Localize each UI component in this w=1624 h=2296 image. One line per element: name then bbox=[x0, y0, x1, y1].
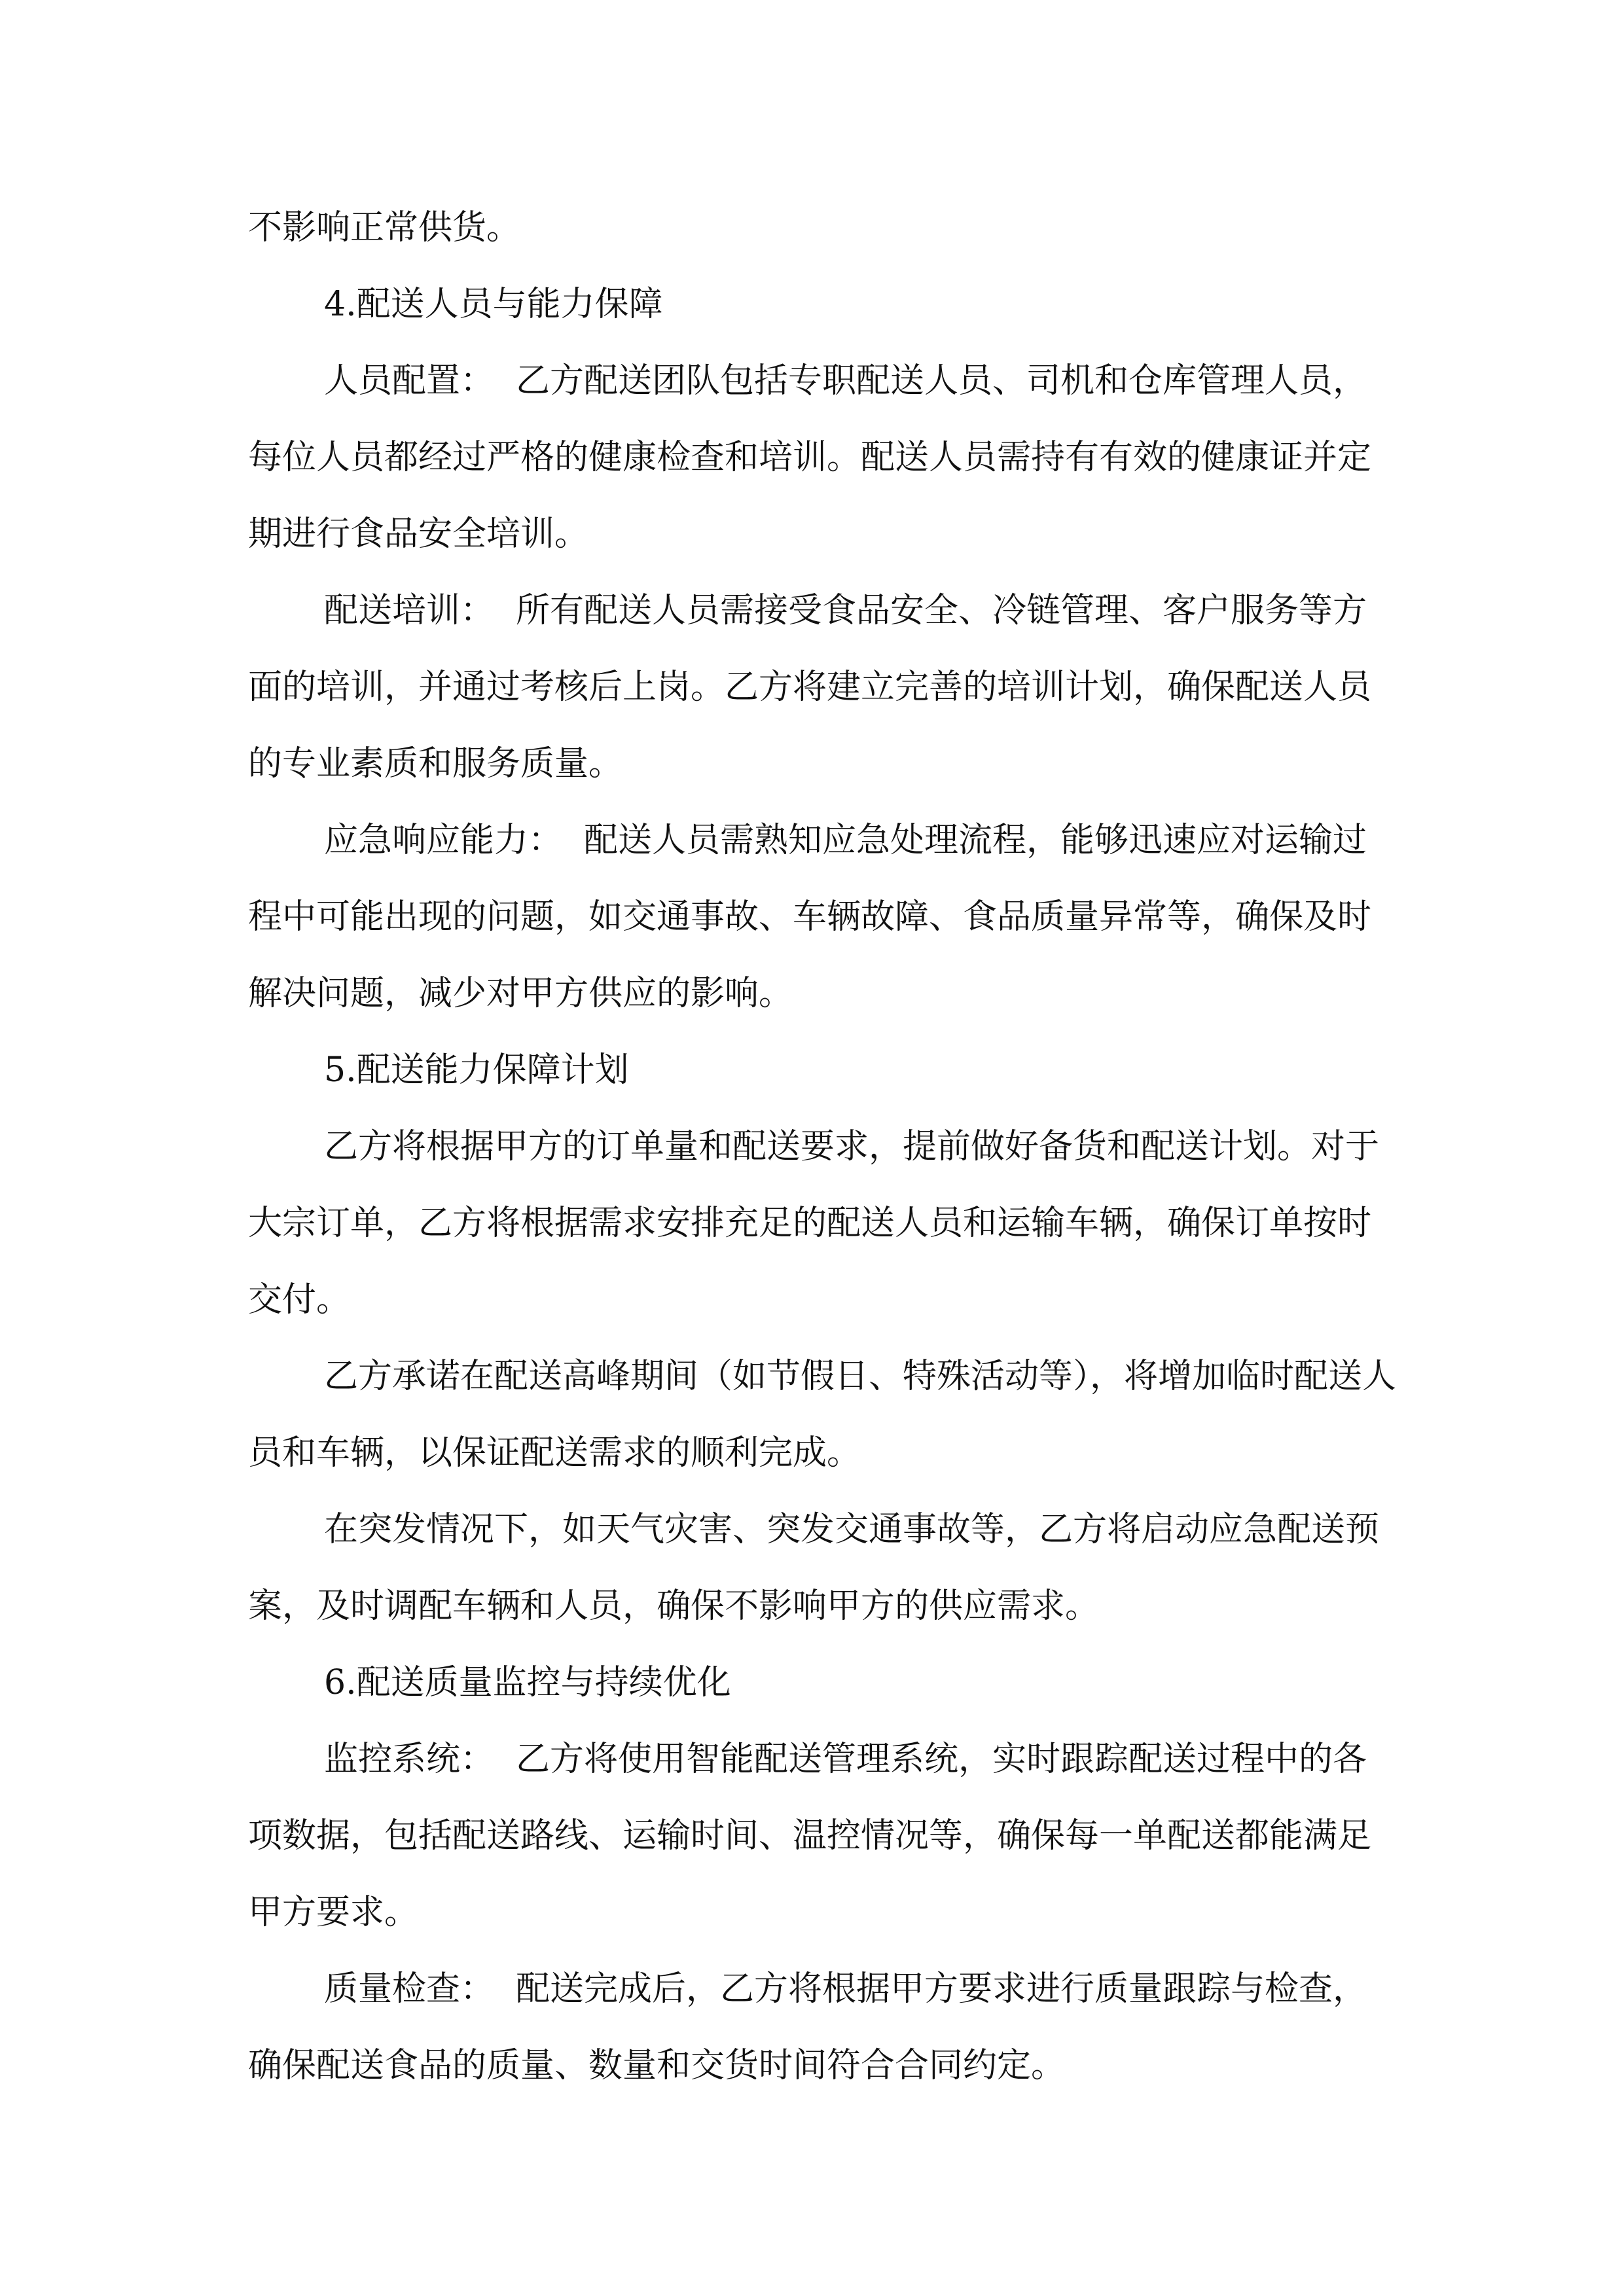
paragraph-order-planning: 乙方将根据甲方的订单量和配送要求，提前做好备货和配送计划。对于大宗订单，乙方将根据需求安排充足的配送人员和运输车辆，确保订单按时交付。 bbox=[248, 1127, 1380, 1319]
section-heading-4: 4.配送人员与能力保障 bbox=[324, 285, 663, 324]
paragraph-quality-check: 质量检查： 配送完成后，乙方将根据甲方要求进行质量跟踪与检查，确保配送食品的质量、数量和交货时间符合合同约定。 bbox=[248, 1969, 1367, 2085]
paragraph-contingency: 在突发情况下，如天气灾害、突发交通事故等，乙方将启动应急配送预案，及时调配车辆和人员，确保不影响甲方的供应需求。 bbox=[248, 1510, 1380, 1626]
paragraph-training: 配送培训： 所有配送人员需接受食品安全、冷链管理、客户服务等方面的培训，并通过考核后上岗。乙方将建立完善的培训计划，确保配送人员的专业素质和服务质量。 bbox=[248, 591, 1372, 783]
paragraph-monitoring-system: 监控系统： 乙方将使用智能配送管理系统，实时跟踪配送过程中的各项数据，包括配送路线、运输时间、温控情况等，确保每一单配送都能满足甲方要求。 bbox=[248, 1740, 1372, 1932]
paragraph-peak-period: 乙方承诺在配送高峰期间（如节假日、特殊活动等），将增加临时配送人员和车辆，以保证配送需求的顺利完成。 bbox=[248, 1357, 1397, 1473]
section-heading-6: 6.配送质量监控与持续优化 bbox=[324, 1663, 731, 1702]
paragraph-emergency-response: 应急响应能力： 配送人员需熟知应急处理流程，能够迅速应对运输过程中可能出现的问题，如交通事故、车辆故障、食品质量异常等，确保及时解决问题，减少对甲方供应的影响。 bbox=[248, 821, 1372, 1013]
section-heading-5: 5.配送能力保障计划 bbox=[324, 1050, 629, 1090]
paragraph-staffing: 人员配置： 乙方配送团队包括专职配送人员、司机和仓库管理人员，每位人员都经过严格的健康检查和培训。配送人员需持有有效的健康证并定期进行食品安全培训。 bbox=[248, 361, 1372, 554]
continuation-text: 不影响正常供货。 bbox=[248, 208, 521, 247]
document-page bbox=[248, 190, 1400, 2104]
